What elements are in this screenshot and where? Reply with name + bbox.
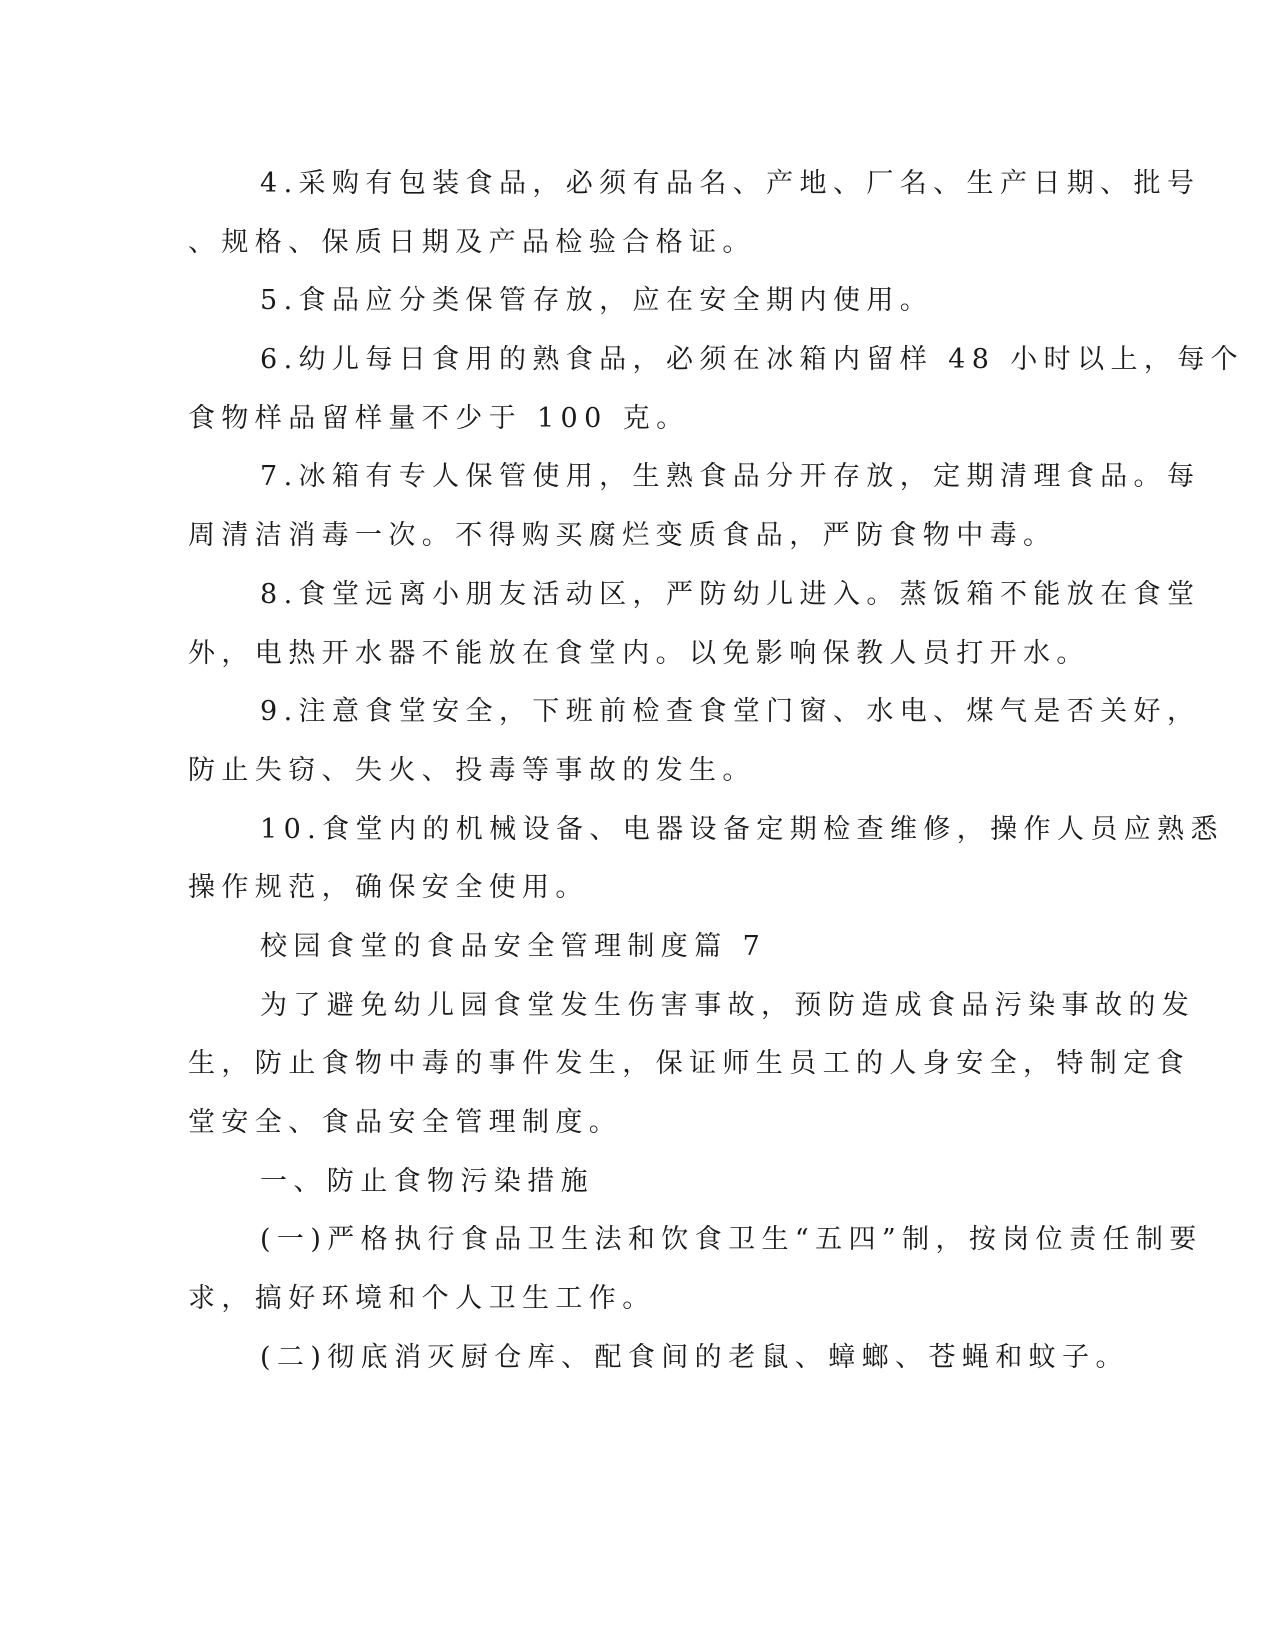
item-9-line-2: 防止失窃、失火、投毒等事故的发生。 [188, 755, 756, 786]
section-heading: 校园食堂的食品安全管理制度篇 7 [260, 931, 767, 962]
intro-line-1: 为了避免幼儿园食堂发生伤害事故，预防造成食品污染事故的发 [260, 990, 1196, 1021]
intro-line-3: 堂安全、食品安全管理制度。 [188, 1107, 623, 1138]
item-10-line-2: 操作规范，确保安全使用。 [188, 872, 589, 903]
item-6-line-1: 6.幼儿每日食用的熟食品，必须在冰箱内留样 48 小时以上，每个 [260, 344, 1245, 375]
item-6-line-2: 食物样品留样量不少于 100 克。 [188, 403, 690, 434]
measure-2-line-1: (二)彻底消灭厨仓库、配食间的老鼠、蟑螂、苍蝇和蚊子。 [260, 1342, 1129, 1373]
item-5-line-1: 5.食品应分类保管存放，应在安全期内使用。 [260, 285, 934, 316]
item-4-line-2: 、规格、保质日期及产品检验合格证。 [188, 227, 756, 258]
intro-line-2: 生，防止食物中毒的事件发生，保证师生员工的人身安全，特制定食 [188, 1048, 1190, 1079]
item-8-line-2: 外，电热开水器不能放在食堂内。以免影响保教人员打开水。 [188, 638, 1090, 669]
measure-1-line-2: 求，搞好环境和个人卫生工作。 [188, 1283, 656, 1314]
item-10-line-1: 10.食堂内的机械设备、电器设备定期检查维修，操作人员应熟悉 [260, 814, 1224, 845]
item-7-line-2: 周清洁消毒一次。不得购买腐烂变质食品，严防食物中毒。 [188, 520, 1057, 551]
item-9-line-1: 9.注意食堂安全，下班前检查食堂门窗、水电、煤气是否关好， [260, 696, 1201, 727]
item-8-line-1: 8.食堂远离小朋友活动区，严防幼儿进入。蒸饭箱不能放在食堂 [260, 579, 1201, 610]
item-7-line-1: 7.冰箱有专人保管使用，生熟食品分开存放，定期清理食品。每 [260, 461, 1201, 492]
subsection-heading: 一、防止食物污染措施 [260, 1166, 594, 1197]
measure-1-line-1: (一)严格执行食品卫生法和饮食卫生“五四”制，按岗位责任制要 [260, 1224, 1203, 1255]
item-4-line-1: 4.采购有包装食品，必须有品名、产地、厂名、生产日期、批号 [260, 168, 1201, 199]
